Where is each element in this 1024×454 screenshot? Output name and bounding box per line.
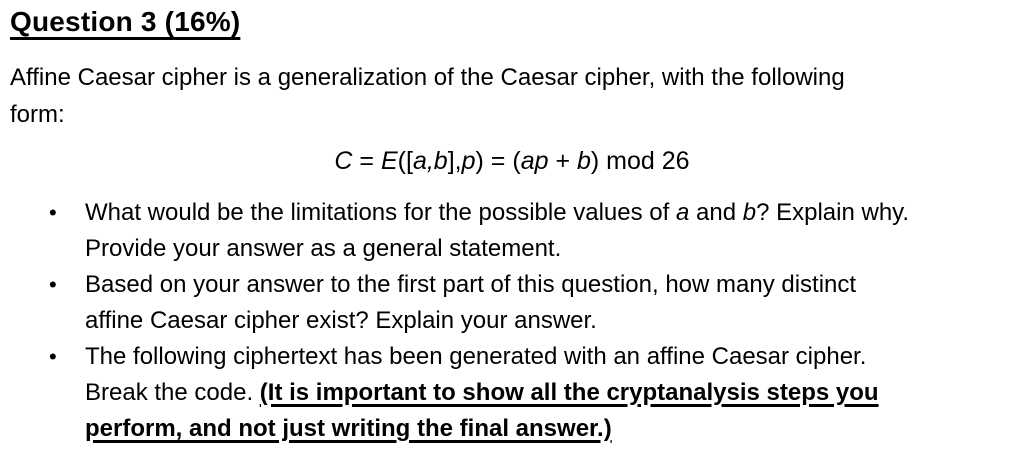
bullet-line: affine Caesar cipher exist? Explain your answer.: [85, 307, 597, 334]
bullet-item-limitations: [0, 195, 1024, 267]
formula-segment: b: [577, 147, 591, 175]
intro-paragraph: [10, 59, 845, 133]
cipher-formula: [0, 143, 1024, 180]
bullet-item-distinct-ciphers: [0, 267, 1024, 339]
bullet-icon: •: [49, 344, 57, 369]
bullet-text: [85, 339, 1024, 447]
bullet-text: [85, 195, 1024, 267]
formula-segment: C: [334, 147, 353, 175]
formula-segment: ) mod 26: [590, 147, 690, 175]
formula-segment: ],: [447, 147, 462, 175]
emphasis-note: perform, and not just writing the final answer.): [85, 415, 612, 442]
bullet-line: Based on your answer to the first part of this question, how many distinct: [85, 271, 857, 298]
bullet-line: What would be the limitations for the possible values of a and b? Explain why.: [85, 199, 910, 226]
bullet-icon: •: [49, 200, 57, 225]
formula-segment: p: [461, 147, 476, 175]
formula-segment: ([: [397, 147, 413, 175]
bullet-line: The following ciphertext has been generated with an affine Caesar cipher.: [85, 343, 867, 370]
formula-segment: E: [380, 147, 398, 175]
formula-segment: +: [548, 147, 577, 175]
formula-segment: =: [352, 147, 381, 175]
emphasis-note: (It is important to show all the cryptanalysis steps you: [259, 379, 879, 406]
bullet-item-break-code: [0, 339, 1024, 447]
bullet-text: [85, 267, 1024, 339]
question-title: Question 3 (16%): [10, 6, 241, 37]
intro-line: Affine Caesar cipher is a generalization of the Caesar cipher, with the following: [10, 64, 845, 91]
formula-segment: ap: [520, 147, 549, 175]
bullet-list: [0, 195, 1024, 447]
bullet-icon: •: [49, 272, 57, 297]
variable-b: b: [742, 199, 757, 226]
intro-line: form:: [10, 101, 65, 128]
formula-segment: ) = (: [475, 147, 521, 175]
bullet-line: Break the code. (It is important to show all the cryptanalysis steps you: [85, 379, 879, 406]
formula-segment: a,b: [412, 147, 448, 175]
bullet-line: [85, 411, 1024, 447]
variable-a: a: [675, 199, 690, 226]
bullet-line: Provide your answer as a general statement.: [85, 235, 562, 262]
